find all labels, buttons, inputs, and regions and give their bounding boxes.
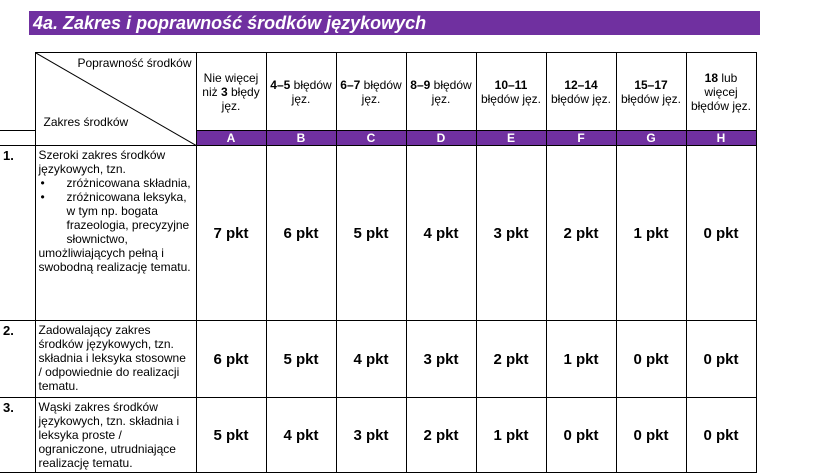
column-letter-c: C: [336, 131, 406, 146]
points-cell: 2 pkt: [546, 146, 616, 321]
points-cell: 5 pkt: [336, 146, 406, 321]
points-cell: 5 pkt: [196, 398, 266, 473]
points-cell: 0 pkt: [616, 321, 686, 398]
column-header-d: [406, 53, 476, 131]
points-cell: 1 pkt: [546, 321, 616, 398]
column-label-post: błędów jęz.: [290, 77, 332, 106]
points-cell: 1 pkt: [476, 398, 546, 473]
table-row: [0, 146, 756, 321]
assessment-table: [0, 52, 757, 473]
column-label-range: 4–5: [270, 77, 291, 92]
points-cell: 0 pkt: [686, 398, 756, 473]
points-cell: 6 pkt: [196, 321, 266, 398]
column-letter-d: D: [406, 131, 476, 146]
corner-blank: [0, 53, 35, 131]
column-letter-e: E: [476, 131, 546, 146]
row-number: 1.: [0, 146, 35, 321]
column-label-range: 6–7: [340, 77, 361, 92]
row-description: [35, 146, 196, 321]
column-label-range: 12–14: [564, 77, 598, 92]
points-cell: 3 pkt: [336, 398, 406, 473]
table-row: [0, 398, 756, 473]
column-label-range: 3: [220, 84, 228, 99]
points-cell: 0 pkt: [546, 398, 616, 473]
section-title: 4a. Zakres i poprawność środków językowych: [29, 11, 760, 35]
row-description: [35, 398, 196, 473]
column-label-post: błędów jęz.: [620, 91, 682, 106]
points-cell: 0 pkt: [686, 321, 756, 398]
points-cell: 1 pkt: [616, 146, 686, 321]
column-header-e: [476, 53, 546, 131]
points-cell: 4 pkt: [336, 321, 406, 398]
column-header-a: [196, 53, 266, 131]
column-label-range: 8–9: [410, 77, 431, 92]
column-label-post: błędów jęz.: [430, 77, 472, 106]
points-cell: 4 pkt: [266, 398, 336, 473]
column-letter-f: F: [546, 131, 616, 146]
column-header-g: [616, 53, 686, 131]
points-cell: 0 pkt: [616, 398, 686, 473]
column-label-post: błędów jęz.: [480, 91, 542, 106]
column-label-post: błędów jęz.: [360, 77, 402, 106]
diag-bottom-label: Zakres środków: [43, 115, 129, 129]
points-cell: 5 pkt: [266, 321, 336, 398]
row-number: 3.: [0, 398, 35, 473]
column-label-range: 15–17: [634, 77, 668, 92]
column-header-f: [546, 53, 616, 131]
points-cell: 3 pkt: [406, 321, 476, 398]
row-number: 2.: [0, 321, 35, 398]
points-cell: 4 pkt: [406, 146, 476, 321]
column-label-range: 18: [704, 70, 718, 85]
column-letter-g: G: [616, 131, 686, 146]
points-cell: 2 pkt: [406, 398, 476, 473]
column-label-post: lub więcej błędów jęz.: [690, 70, 752, 113]
column-header-c: [336, 53, 406, 131]
table-row: [0, 321, 756, 398]
column-label-range: 10–11: [494, 77, 528, 92]
column-letter-b: B: [266, 131, 336, 146]
row-description: [35, 321, 196, 398]
points-cell: 6 pkt: [266, 146, 336, 321]
column-header-b: [266, 53, 336, 131]
description-list: [39, 176, 193, 246]
column-label-pre: Nie więcej niż: [202, 70, 259, 99]
column-label-post: błędy jęz.: [221, 84, 260, 113]
column-letter-h: H: [686, 131, 756, 146]
points-cell: 0 pkt: [686, 146, 756, 321]
column-header-h: [686, 53, 756, 131]
description-text: Zadowalający zakres środków językowych, tzn. składnia i leksyka stosowne / odpowiednie do realizacji tematu.: [38, 323, 186, 393]
column-letter-a: A: [196, 131, 266, 146]
description-text: Wąski zakres środków językowych, tzn. składnia i leksyka proste / ograniczone, utrudniające realizację tematu.: [38, 400, 180, 470]
diag-top-label: Poprawność środków: [77, 56, 192, 70]
description-text: Szeroki zakres środków językowych, tzn.: [38, 148, 166, 176]
description-text: umożliwiających pełną i swobodną realizację tematu.: [38, 246, 191, 274]
list-item: • zróżnicowana leksyka, w tym np. bogata frazeologia, precyzyjne słownictwo,: [39, 190, 193, 246]
points-cell: 2 pkt: [476, 321, 546, 398]
points-cell: 7 pkt: [196, 146, 266, 321]
column-label-post: błędów jęz.: [550, 91, 612, 106]
corner-blank-2: [0, 131, 35, 146]
points-cell: 3 pkt: [476, 146, 546, 321]
list-item: • zróżnicowana składnia,: [39, 176, 193, 190]
diagonal-header: [35, 53, 196, 146]
